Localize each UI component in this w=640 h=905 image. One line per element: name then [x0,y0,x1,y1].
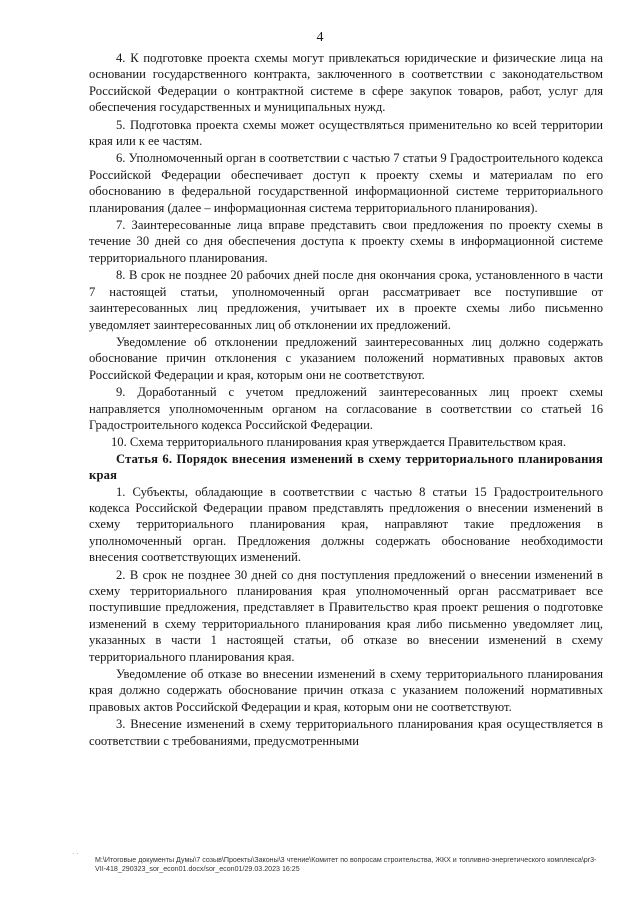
paragraph-8: 8. В срок не позднее 20 рабочих дней после дня окончания срока, установленного в части 7 настоящей статьи, уполномоченный орган рассматривает все поступившие от заинтересованных лиц предложения, учитывает их в проекте схемы либо письменно уведомляет заинтересованных лиц об отклонении их предложений. [89,268,603,332]
article-6-paragraph-1: 1. Субъекты, обладающие в соответствии с частью 8 статьи 15 Градостроительного кодекса Российской Федерации правом представлять предложения о внесении изменений в схему территориального планирования края, направляют такие предложения в уполномоченный орган. Предложения должны содержать обоснование необходимости внесения соответствующих изменений. [89,484,603,565]
document-body [89,50,603,749]
paragraph-5: 5. Подготовка проекта схемы может осуществляться применительно ко всей территории края или к ее частям. [89,117,603,149]
paragraph-6: 6. Уполномоченный орган в соответствии с частью 7 статьи 9 Градостроительного кодекса Российской Федерации обеспечивает доступ к проекту схемы и материалам по его обоснованию в федеральной государственной информационной системе территориального планирования (далее – информационная система территориального планирования). [89,151,603,215]
paragraph-10: 10. Схема территориального планирования края утверждается Правительством края. [111,435,566,450]
paragraph-9: 9. Доработанный с учетом предложений заинтересованных лиц проект схемы направляется уполномоченным органом на согласование в соответствии со статьей 16 Градостроительного кодекса Российской Федерации. [89,385,603,432]
article-6-paragraph-2-notice: Уведомление об отказе во внесении изменений в схему территориального планирования края должно содержать обоснование причин отказа с указанием положений нормативных правовых актов Российской Федерации и края, которым они не соответствуют. [89,667,603,714]
article-6-heading: Статья 6. Порядок внесения изменений в схему территориального планирования края [89,451,603,483]
paragraph-4: 4. К подготовке проекта схемы могут привлекаться юридические и физические лица на основании государственного контракта, заключенного в соответствии с законодательством Российской Федерации о контрактной системе в сфере закупок товаров, работ, услуг для обеспечения государственных и муниципальных нужд. [89,51,603,115]
paragraph-8-notice: Уведомление об отклонении предложений заинтересованных лиц должно содержать обоснование причин отклонения с указанием положений нормативных правовых актов Российской Федерации и края, которым они не соответствуют. [89,334,603,382]
footer-file-path: M:\Итоговые документы Думы\7 созыв\Проекты\Законы\3 чтение\Комитет по вопросам строительства, ЖКХ и топливно-энергетического комплекса\pr3-VII-418_290323_sor_econ01.docx/sor_econ01/29.03.2023 16:25 [95,856,597,873]
article-6-paragraph-3: 3. Внесение изменений в схему территориального планирования края осуществляется в соответствии с требованиями, предусмотренными [89,717,603,748]
page-number: 4 [316,30,324,45]
article-6-paragraph-2: 2. В срок не позднее 30 дней со дня поступления предложений о внесении изменений в схему территориального планирования края уполномоченный орган рассматривает все поступившие предложения, представляет в Правительство края проект решения о подготовке изменений в схему территориального планирования края либо письменно уведомляет лиц, указанных в части 1 настоящей статьи, об отказе во внесении изменений в схему территориального планирования края. [89,567,603,664]
paragraph-7: 7. Заинтересованные лица вправе представить свои предложения по проекту схемы в течение 30 дней со дня обеспечения доступа к проекту схемы в информационной системе территориального планирования. [89,218,603,265]
scan-artifact: · · [72,850,79,858]
